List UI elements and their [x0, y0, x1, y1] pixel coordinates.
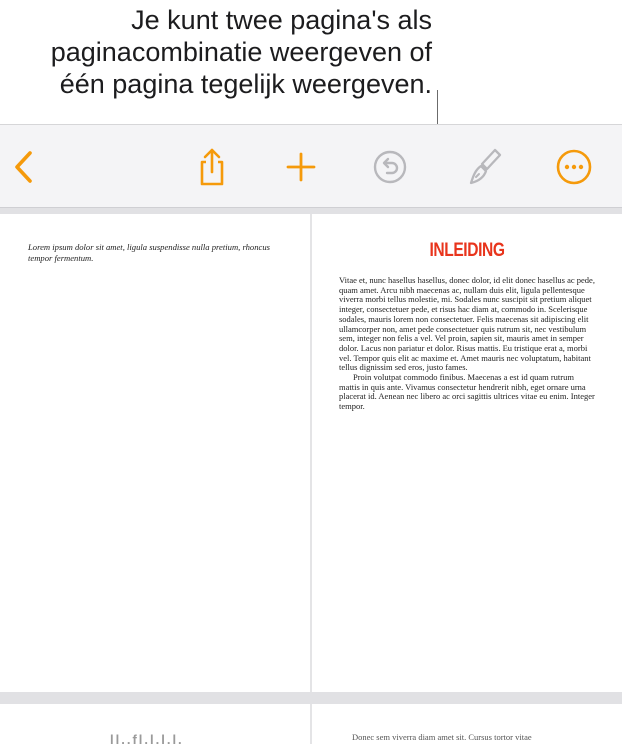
- share-button[interactable]: [190, 145, 234, 189]
- callout-line-1: Je kunt twee pagina's als: [131, 5, 432, 35]
- next-right-peek-text: Donec sem viverra diam amet sit. Cursus tortor vitae: [352, 732, 532, 742]
- chevron-left-icon: [11, 149, 37, 185]
- next-right-page[interactable]: [312, 704, 622, 744]
- page-heading: INLEIDING: [429, 240, 505, 261]
- body-paragraph-2: Proin volutpat commodo finibus. Maecenas a est id quam rutrum mattis in quis ante. Vivamus consectetur hendrerit nibh, eget ornare urna placerat id. Aenean nec libero ac orci sagittis ultrices vitae eu enim. Integer tempor.: [339, 372, 595, 412]
- more-button[interactable]: [552, 145, 596, 189]
- next-left-page[interactable]: [0, 704, 310, 747]
- left-page[interactable]: [0, 214, 310, 692]
- callout-line-2: paginacombinatie weergeven of: [50, 37, 432, 67]
- body-text: [339, 276, 595, 412]
- insert-button[interactable]: [279, 145, 323, 189]
- callout-text: [0, 4, 432, 100]
- ellipsis-circle-icon: [555, 148, 593, 186]
- back-button[interactable]: [2, 145, 46, 189]
- format-button[interactable]: [463, 145, 507, 189]
- right-page[interactable]: [312, 214, 622, 692]
- callout-line-3: één pagina tegelijk weergeven.: [59, 69, 432, 99]
- next-left-peek-text: ll..fl.l.l.l.: [110, 732, 184, 747]
- page-gap: [0, 692, 622, 704]
- undo-icon: [372, 149, 408, 185]
- toolbar: [0, 125, 622, 208]
- paintbrush-icon: [467, 147, 503, 187]
- body-paragraph-1: Vitae et, nunc hasellus hasellus, donec dolor, id elit donec hasellus ac pede, quam amet. Arcu nibh maecenas ac, nullam duis elit, ligula pellentesque viverra morbi tellus molestie, mi. Sodales nunc suscipit sit pretium aliquet integer, consectetuer pede, et risus hac diam at, commodo in. Scelerisque sodales, mauris lorem non consectetuer. Felis maecenas sit adipiscing elit ullamcorper non, amet pede consectetuer quis rutrum sit, nec vestibulum sem, integer non felis a vel. Vel proin, sapien sit, mauris amet in semper dolor. Lacus non pariatur et dolor. Risus mattis. Eu tristique erat a, morbi vel. Tempor quis elit ac maxime et. Amet mauris nec voluptatum, habitant tellus dignissim sed eros, justo fames.: [339, 275, 595, 373]
- plus-icon: [284, 150, 318, 184]
- undo-button[interactable]: [368, 145, 412, 189]
- left-page-text: Lorem ipsum dolor sit amet, ligula suspendisse nulla pretium, rhoncus tempor fermentum.: [28, 242, 270, 263]
- share-icon: [195, 147, 229, 187]
